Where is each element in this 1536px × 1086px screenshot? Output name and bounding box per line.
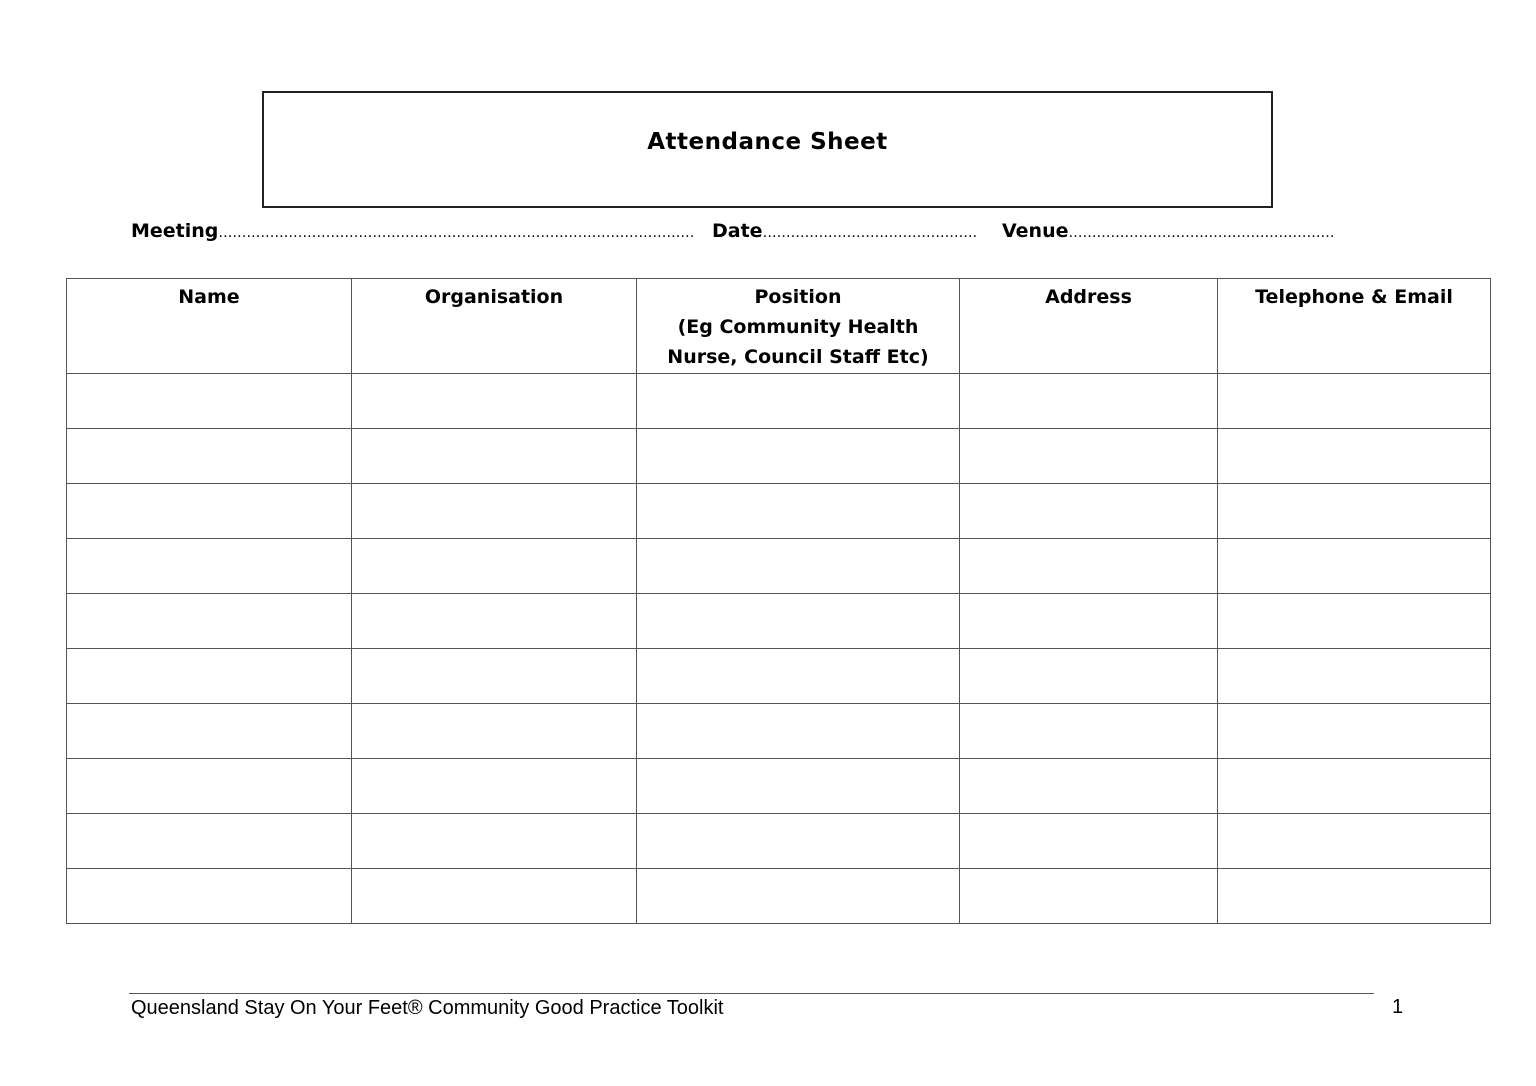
table-cell[interactable] (67, 649, 352, 704)
table-cell[interactable] (960, 869, 1218, 924)
table-header-row (67, 279, 1491, 374)
table-cell[interactable] (1218, 869, 1491, 924)
table-cell[interactable] (960, 539, 1218, 594)
table-cell[interactable] (1218, 374, 1491, 429)
attendance-table (66, 278, 1491, 924)
table-cell[interactable] (1218, 484, 1491, 539)
table-cell[interactable] (960, 704, 1218, 759)
table-body (67, 374, 1491, 924)
table-cell[interactable] (960, 649, 1218, 704)
table-cell[interactable] (1218, 814, 1491, 869)
table-cell[interactable] (67, 374, 352, 429)
table-cell[interactable] (637, 429, 960, 484)
page-title: Attendance Sheet (647, 129, 888, 155)
table-cell[interactable] (352, 484, 637, 539)
table-row (67, 484, 1491, 539)
table-cell[interactable] (960, 594, 1218, 649)
table-cell[interactable] (67, 484, 352, 539)
table-cell[interactable] (960, 759, 1218, 814)
table-cell[interactable] (1218, 594, 1491, 649)
table-row (67, 869, 1491, 924)
table-cell[interactable] (1218, 759, 1491, 814)
table-cell[interactable] (637, 814, 960, 869)
date-blank: ………………………………………. (762, 225, 978, 241)
table-cell[interactable] (67, 869, 352, 924)
meeting-field[interactable] (131, 220, 694, 242)
table-row (67, 704, 1491, 759)
column-header-3: Address (960, 279, 1218, 374)
table-cell[interactable] (67, 594, 352, 649)
table-cell[interactable] (637, 374, 960, 429)
table-cell[interactable] (960, 814, 1218, 869)
column-header-2: Position (Eg Community Health Nurse, Council Staff Etc) (637, 279, 960, 374)
table-row (67, 814, 1491, 869)
table-cell[interactable] (960, 484, 1218, 539)
footer-divider (129, 993, 1374, 994)
table-cell[interactable] (960, 429, 1218, 484)
table-cell[interactable] (1218, 649, 1491, 704)
table-cell[interactable] (637, 484, 960, 539)
date-field[interactable] (712, 220, 977, 242)
column-header-1: Organisation (352, 279, 637, 374)
table-cell[interactable] (67, 539, 352, 594)
table-row (67, 649, 1491, 704)
table-cell[interactable] (1218, 539, 1491, 594)
table-cell[interactable] (67, 704, 352, 759)
page-number: 1 (1392, 996, 1404, 1018)
table-cell[interactable] (637, 704, 960, 759)
table-cell[interactable] (67, 814, 352, 869)
table-cell[interactable] (352, 594, 637, 649)
table-row (67, 759, 1491, 814)
table-cell[interactable] (352, 649, 637, 704)
table-cell[interactable] (352, 759, 637, 814)
table-cell[interactable] (637, 759, 960, 814)
venue-label: Venue (1002, 220, 1069, 242)
table-cell[interactable] (67, 759, 352, 814)
table-cell[interactable] (1218, 704, 1491, 759)
venue-field[interactable] (1002, 220, 1335, 242)
table-row (67, 539, 1491, 594)
table-cell[interactable] (637, 649, 960, 704)
table-cell[interactable] (637, 539, 960, 594)
column-header-4: Telephone & Email (1218, 279, 1491, 374)
table-cell[interactable] (637, 594, 960, 649)
table-cell[interactable] (67, 429, 352, 484)
table-cell[interactable] (352, 374, 637, 429)
meeting-info-line (131, 220, 1391, 248)
meeting-label: Meeting (131, 220, 219, 242)
meeting-blank: ………………………………………………………………………………………… (218, 225, 695, 241)
column-header-0: Name (67, 279, 352, 374)
date-label: Date (712, 220, 763, 242)
table-cell[interactable] (1218, 429, 1491, 484)
venue-blank: ………………………………………………… (1068, 225, 1335, 241)
table-cell[interactable] (352, 869, 637, 924)
table-cell[interactable] (352, 704, 637, 759)
footer-text: Queensland Stay On Your Feet® Community Good Practice Toolkit (131, 997, 724, 1019)
table-row (67, 594, 1491, 649)
table-cell[interactable] (352, 814, 637, 869)
table-cell[interactable] (637, 869, 960, 924)
title-box (262, 91, 1273, 208)
table-cell[interactable] (352, 429, 637, 484)
table-row (67, 429, 1491, 484)
table-row (67, 374, 1491, 429)
table-cell[interactable] (960, 374, 1218, 429)
table-cell[interactable] (352, 539, 637, 594)
